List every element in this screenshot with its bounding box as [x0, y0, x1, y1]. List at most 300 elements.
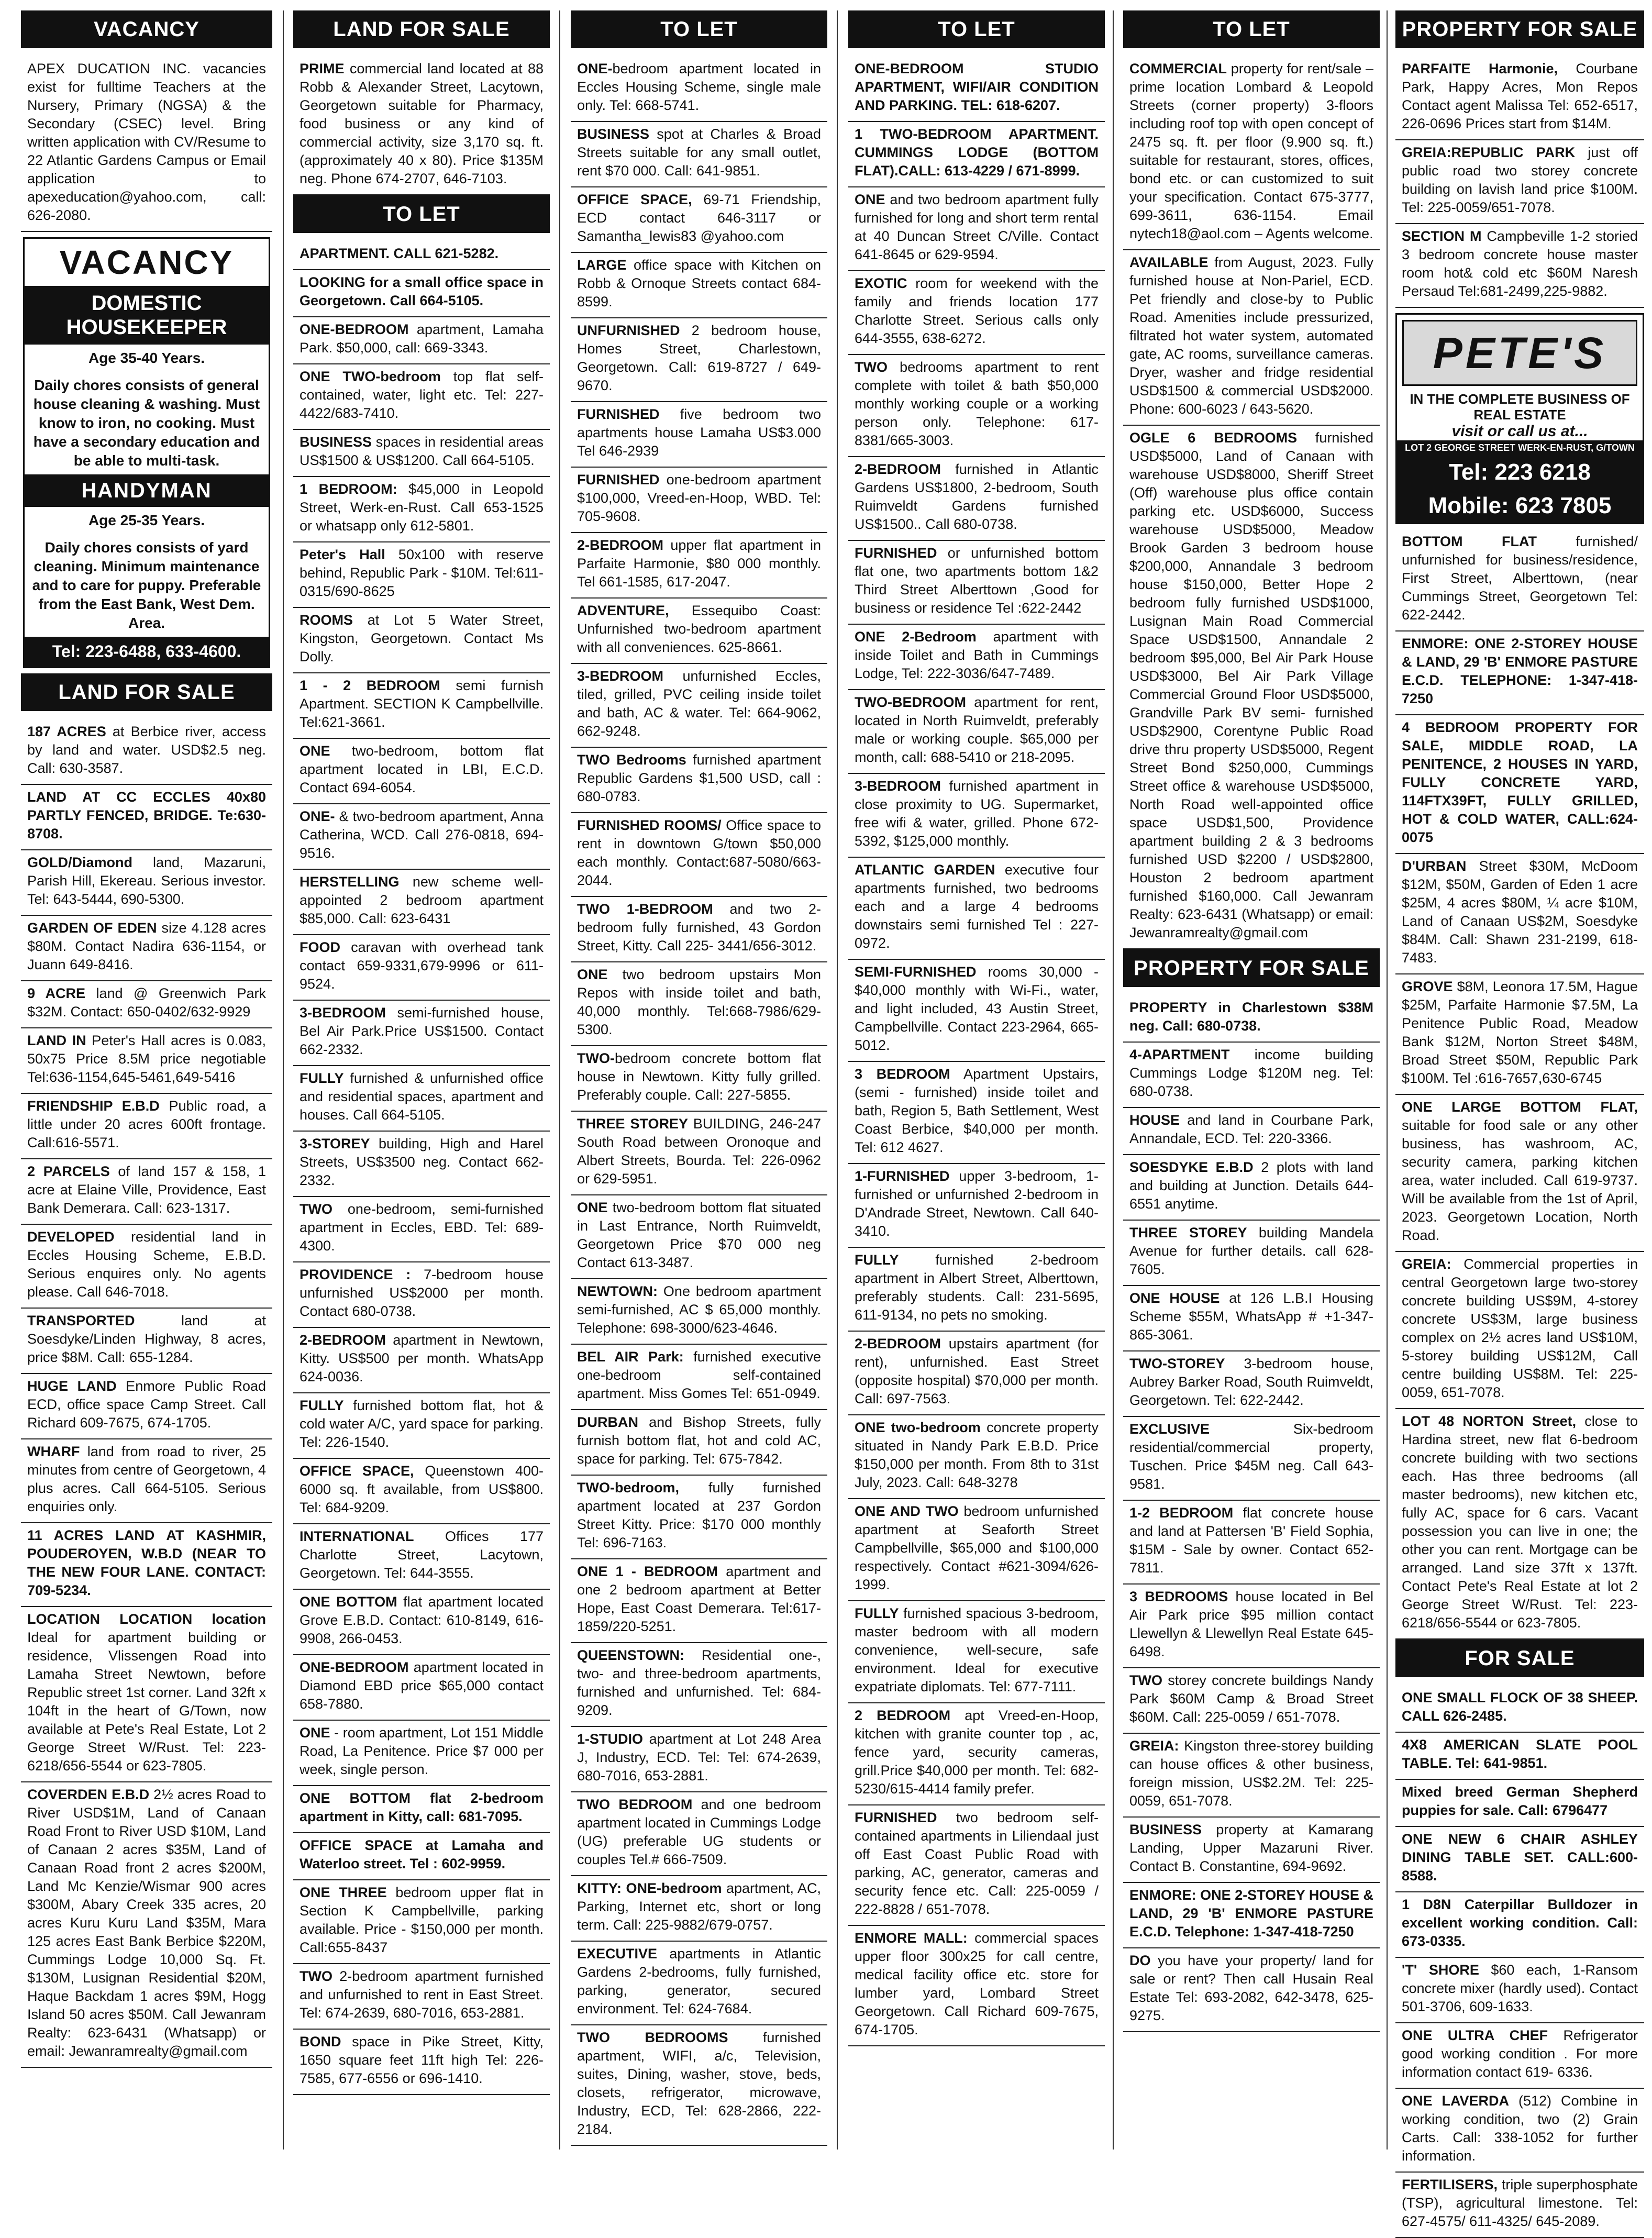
vacancy-title: VACANCY: [59, 243, 234, 281]
ad-text: or unfurnished bottom flat one, two apartments bottom 1&2 Third Street Alberttown ,Good for business or residence Tel :622-2442: [855, 545, 1099, 616]
classified-ad: [293, 804, 550, 870]
ad-keyword: BUSINESS: [577, 126, 650, 142]
classified-ad: [848, 271, 1105, 355]
ad-keyword: 2-BEDROOM: [855, 1336, 941, 1351]
ad-text: Six-bedroom residential/commercial property, Tuschen. Price $45M neg. Call 643-9581.: [1129, 1421, 1373, 1492]
ad-list: [1395, 57, 1644, 308]
ad-text: 3-bedroom house, Aubrey Barker Road, South Ruimveldt, Georgetown. Tel: 622-2442.: [1129, 1356, 1373, 1408]
ad-text: commercial spaces upper floor 300x25 for call centre, medical facility office etc. store for lumber yard, Lombard Street Georgetown. Call Richard 609-7675, 674-1705.: [855, 1930, 1099, 2037]
ad-keyword: 1 - 2 BEDROOM: [300, 678, 440, 693]
classified-ad: [293, 1393, 550, 1459]
petes-tagline: IN THE COMPLETE BUSINESS OF REAL ESTATE: [1410, 391, 1630, 423]
ad-text: apartment at Lot 248 Area J, Industry, ECD. Tel: Tel: 674-2639, 680-7016, 653-2881.: [577, 1731, 821, 1783]
classified-ad: [1395, 2023, 1644, 2089]
classified-ad: [1395, 974, 1644, 1095]
ad-keyword: BUSINESS: [1129, 1822, 1202, 1837]
classified-ad: [1123, 1351, 1380, 1417]
classified-ad: [21, 1309, 272, 1374]
ad-text: Offices 177 Charlotte Street, Lacytown, Georgetown. Tel: 644-3555.: [300, 1528, 544, 1581]
ad-text: just off public road two storey concrete building on lavish land price $100M. Tel: 225-0059/651-7078.: [1402, 145, 1638, 215]
classified-ad: [848, 122, 1105, 187]
ad-keyword: FOOD: [300, 939, 340, 955]
ad-text: bedroom upper flat in Section K Campbellville, parking available. Price - $150,000 per month. Call:655-8437: [300, 1885, 544, 1955]
ad-text: one-bedroom apartment $100,000, Vreed-en-Hoop, WBD. Tel: 705-9608.: [577, 472, 821, 524]
ad-keyword: ONE LARGE BOTTOM FLAT,: [1402, 1099, 1638, 1115]
ad-keyword: TWO: [300, 1201, 332, 1217]
ad-keyword: 2-BEDROOM: [300, 1332, 386, 1348]
classified-ad: [1395, 529, 1644, 631]
classified-ad: [571, 468, 827, 533]
ad-text: at Lot 5 Water Street, Kingston, Georgetown. Contact Ms Dolly.: [300, 612, 544, 664]
ad-keyword: FULLY: [855, 1252, 899, 1268]
ad-text: storey concrete buildings Nandy Park $60M Camp & Broad Street $60M. Call: 225-0059 / 651-7078.: [1129, 1672, 1373, 1725]
ad-keyword: AVAILABLE: [1129, 254, 1208, 270]
ad-keyword: FURNISHED: [577, 406, 660, 422]
classified-ad: [293, 241, 550, 270]
classified-ad: [1395, 2089, 1644, 2173]
classified-ad: [21, 1439, 272, 1523]
classified-ad: [293, 1786, 550, 1833]
ad-text: two bedroom upstairs Mon Repos with inside toilet and bath, 40,000 monthly. Tel:668-7986/629-5300.: [577, 967, 821, 1037]
ad-text: Street $30M, McDoom $12M, $50M, Garden of Eden 1 acre $25M, 4 acres $80M, ¼ acre $10M, Land of Canaan US$2M, Soesdyke $84M. Call: Shawn 231-2199, 618-7483.: [1402, 858, 1638, 966]
classified-ad: [1395, 1958, 1644, 2023]
ad-keyword: ONE-BEDROOM: [300, 1659, 409, 1675]
ad-keyword: 1 TWO-BEDROOM APARTMENT. CUMMINGS LODGE (BOTTOM FLAT).CALL: 613-4229 / 671-8999.: [855, 126, 1099, 179]
column-divider: [559, 10, 560, 2150]
ad-keyword: 4X8 AMERICAN SLATE POOL TABLE. Tel: 641-9851.: [1402, 1737, 1638, 1771]
section-header-property-for-sale: PROPERTY FOR SALE: [1123, 949, 1380, 987]
ad-text: flat apartment located Grove E.B.D. Contact: 610-8149, 616-9908, 266-0453.: [300, 1594, 544, 1646]
classified-ad: [571, 1727, 827, 1792]
classified-ad: [293, 317, 550, 364]
ad-text: two-bedroom bottom flat situated in Last Entrance, North Ruimveldt, Georgetown Price $70 000 neg Contact 613-3487.: [577, 1200, 821, 1270]
classified-ad: [21, 1028, 272, 1094]
ad-text: upper 3-bedroom, 1-furnished or unfurnished 2-bedroom in D'Andrade Street, Newtown. Call 640-3410.: [855, 1168, 1099, 1239]
ad-text: apartment in Newtown, Kitty. US$500 per month. WhatsApp 624-0036.: [300, 1332, 544, 1384]
ad-text: apartment and one 2 bedroom apartment at Better Hope, East Coast Demerara. Tel:617-1859/220-5251.: [577, 1564, 821, 1634]
ad-text: suitable for food sale or any other business, has washroom, AC, security camera, parking kitchen area, water included. Call 619-9737. Will be available from the 1st of April, 2023. Georgetown Location, North Road.: [1402, 1117, 1638, 1243]
classified-ad: [1123, 1948, 1380, 2032]
ad-keyword: EXCLUSIVE: [1129, 1421, 1210, 1437]
ad-keyword: 2 PARCELS: [27, 1164, 110, 1179]
ad-keyword: PROPERTY in Charlestown $38M neg. Call: 680-0738.: [1129, 1000, 1373, 1034]
ad-text: Kingston three-storey building can house offices & other business, foreign mission, US$2.2M. Tel: 225-0059, 651-7078.: [1129, 1738, 1373, 1809]
ad-keyword: BOND: [300, 2034, 341, 2049]
ad-text: spaces in residential areas US$1500 & US$1200. Call 664-5105.: [300, 434, 544, 468]
ad-list: [21, 719, 272, 2068]
classified-ad: [848, 1499, 1105, 1601]
ad-keyword: ONE: [577, 967, 608, 982]
ad-text: Residential one-, two- and three-bedroom apartments, furnished and unfurnished. Tel: 684-9209.: [577, 1647, 821, 1718]
ad-keyword: 3-STOREY: [300, 1136, 370, 1151]
ad-text: Campbeville 1-2 storied 3 bedroom concrete house master room hot& cold etc $60M Naresh Persaud Tel:681-2499,225-9882.: [1402, 228, 1638, 299]
classified-ad: [1395, 1686, 1644, 1733]
classified-ad: [21, 850, 272, 916]
ad-keyword: ONE-: [577, 61, 613, 76]
ad-list: [1395, 529, 1644, 1639]
ad-keyword: DO: [1129, 1953, 1151, 1968]
classified-ad: [293, 1459, 550, 1524]
ad-keyword: TWO Bedrooms: [577, 752, 686, 768]
ad-text: top flat self-contained, water, light etc. Tel: 227-4422/683-7410.: [300, 369, 544, 421]
classified-ad: [1395, 1252, 1644, 1409]
ad-keyword: ONE ULTRA CHEF: [1402, 2028, 1548, 2043]
ad-text: furnished apartment in close proximity to UG. Supermarket, free wifi & water, grilled. Phone 672-5392, $125,000 monthly.: [855, 778, 1099, 849]
vacancy-telephone: Tel: 223-6488, 633-4600.: [25, 637, 269, 667]
ad-text: 7-bedroom house unfurnished US$2000 per month. Contact 680-0738.: [300, 1267, 544, 1319]
petes-address: LOT 2 GEORGE STREET WERK-EN-RUST, G/TOWN: [1397, 440, 1643, 456]
classified-ad: [293, 1132, 550, 1197]
classified-ad: [571, 122, 827, 187]
ad-apex: APEX DUCATION INC. vacancies exist for fulltime Teachers at the Nursery, Primary (NGSA) & the Secondary (CSEC) level. Bring written application with CV/Resume to 22 Atlantic Gardens Campus or Email application to apexeducation@yahoo.com, call: 626-2080.: [21, 57, 272, 232]
column-2: [293, 10, 550, 2150]
ad-text: 2 bedroom house, Homes Street, Charlestown, Georgetown. Call: 619-8727 / 649-9670.: [577, 323, 821, 393]
ad-keyword: FURNISHED ROOMS/: [577, 817, 722, 833]
classified-ad: [571, 1279, 827, 1345]
classified-ad: [571, 533, 827, 599]
classified-ad: [571, 1643, 827, 1727]
ad-keyword: 3-BEDROOM: [855, 778, 941, 794]
ad-text: apartments in Atlantic Gardens 2-bedrooms, fully furnished, parking, generator, secured environment. Tel: 624-7684.: [577, 1946, 821, 2017]
ad-keyword: 9 ACRE: [27, 985, 86, 1001]
classified-ad: [571, 57, 827, 122]
classified-ad: [1123, 426, 1380, 949]
column-1: [21, 10, 272, 2150]
ad-keyword: LARGE: [577, 257, 627, 273]
classified-ad: [21, 916, 272, 981]
vacancy-dh-age: Age 35-40 Years.: [88, 350, 205, 366]
classified-ad: [848, 1415, 1105, 1499]
ad-keyword: TWO BEDROOMS: [577, 2030, 728, 2045]
ad-keyword: GREIA:: [1402, 1256, 1451, 1272]
ad-text: Queenstown 400-6000 sq. ft available, from US$800. Tel: 684-9209.: [300, 1463, 544, 1515]
ad-text: 50x100 with reserve behind, Republic Park - $10M. Tel:611-0315/690-8625: [300, 547, 544, 599]
ad-keyword: ONE THREE: [300, 1885, 387, 1900]
ad-keyword: QUEENSTOWN:: [577, 1647, 685, 1663]
classified-ad: [1123, 995, 1380, 1043]
ad-keyword: 3-BEDROOM: [577, 668, 664, 684]
ad-keyword: ADVENTURE,: [577, 603, 669, 618]
ad-keyword: 3 BEDROOMS: [1129, 1589, 1228, 1604]
ad-keyword: NEWTOWN:: [577, 1283, 658, 1299]
column-divider: [283, 10, 284, 2150]
petes-tel: Tel: 223 6218: [1397, 456, 1643, 489]
classified-ad: [848, 690, 1105, 774]
ad-keyword: 1-2 BEDROOM: [1129, 1505, 1234, 1521]
ad-keyword: TWO-BEDROOM: [855, 694, 966, 710]
ad-keyword: ONE LAVERDA: [1402, 2093, 1509, 2109]
classified-ad: [21, 785, 272, 850]
ad-text: income building Cummings Lodge $120M neg. Tel: 680-0738.: [1129, 1047, 1373, 1099]
ad-keyword: ONE SMALL FLOCK OF 38 SHEEP. CALL 626-2485.: [1402, 1690, 1638, 1724]
ad-text: upstairs apartment (for rent), unfurnished. East Street (opposite hospital) $70,000 per month. Call: 697-7563.: [855, 1336, 1099, 1406]
ad-text: unfurnished Eccles, tiled, grilled, PVC ceiling inside toilet and bath, AC & water. Tel: 664-9062, 662-9248.: [577, 668, 821, 739]
ad-keyword: FULLY: [300, 1398, 344, 1413]
ad-keyword: SEMI-FURNISHED: [855, 964, 977, 980]
ad-text: One bedroom apartment semi-furnished, AC $ 65,000 monthly. Telephone: 698-3000/623-4646.: [577, 1283, 821, 1336]
classified-ad: [293, 1524, 550, 1590]
ad-keyword: ONE TWO-bedroom: [300, 369, 441, 384]
ad-text: apartment, Lamaha Park. $50,000, call: 669-3343.: [300, 322, 544, 356]
ad-keyword: FERTILISERS,: [1402, 2177, 1498, 2192]
ad-text: Apartment Upstairs, (semi - furnished) inside toilet and bath, Region 5, Bath Settlement, West Coast Berbice, $40,000 per month. Tel: 612 4627.: [855, 1066, 1099, 1155]
classified-ad: [293, 2030, 550, 2095]
ad-text: and one bedroom apartment located in Cummings Lodge (UG) preferable UG students or couples Tel.# 666-7509.: [577, 1797, 821, 1867]
classified-ad: [1123, 1734, 1380, 1818]
ad-text: building, High and Harel Streets, US$3500 neg. Contact 662-2332.: [300, 1136, 544, 1188]
ad-text: Essequibo Coast: Unfurnished two-bedroom apartment with all conveniences. 625-8661.: [577, 603, 821, 655]
classified-ad: [571, 253, 827, 318]
column-4: [848, 10, 1105, 2150]
classified-ad: [571, 402, 827, 468]
ad-keyword: ATLANTIC GARDEN: [855, 862, 995, 878]
classified-ad: [293, 364, 550, 430]
ad-text: 2-bedroom apartment furnished and unfurnished to rent in East Street. Tel: 674-2639, 680-7016, 653-2881.: [300, 1968, 544, 2021]
column-divider: [1113, 10, 1114, 2150]
ad-keyword: PARFAITE Harmonie,: [1402, 61, 1558, 76]
ad-keyword: ONE-BEDROOM STUDIO APARTMENT, WIFI/AIR CONDITION AND PARKING. TEL: 618-6207.: [855, 61, 1099, 113]
ad-text: and land in Courbane Park, Annandale, ECD. Tel: 220-3366.: [1129, 1112, 1373, 1146]
section-header-to-let: TO LET: [848, 10, 1105, 48]
ad-text: one-bedroom, semi-furnished apartment in Eccles, EBD. Tel: 689-4300.: [300, 1201, 544, 1254]
ad-text: furnished spacious 3-bedroom, master bedroom with all modern convenience, well-secure, safe environment. Ideal for executive expatriate diplomats. Tel: 677-7111.: [855, 1605, 1099, 1694]
ad-keyword: Mixed breed German Shepherd puppies for sale. Call: 6796477: [1402, 1784, 1638, 1818]
ad-keyword: WHARF: [27, 1444, 80, 1459]
classified-ad: [848, 1805, 1105, 1926]
vacancy-hm-age: Age 25-35 Years.: [88, 512, 205, 528]
section-header-to-let: TO LET: [293, 195, 550, 233]
classified-ad: [293, 542, 550, 608]
ad-keyword: 4-APARTMENT: [1129, 1047, 1230, 1062]
classified-ad: [293, 673, 550, 739]
classified-ad: [21, 1523, 272, 1607]
classified-ad: [1395, 140, 1644, 224]
classified-ad: [1123, 1585, 1380, 1668]
column-3: [571, 10, 827, 2150]
classified-ad: [293, 1880, 550, 1964]
classified-ad: [571, 1559, 827, 1643]
ad-keyword: ROOMS: [300, 612, 353, 628]
ad-text: Ideal for apartment building or residence, Vlissengen Road into Lamaha Street Newtown, before Republic street 1st corner. Land 32ft x 104ft in the heart of G/Town, now available at Pete's Real Estate, Lot 2 George Street W/Rust. Tel: 223-6218/656-5544 or 623-7805.: [27, 1630, 266, 1774]
ad-keyword: TWO BEDROOM: [577, 1797, 693, 1812]
ad-text: furnished apartment, WIFI, a/c, Television, suites, Dining, washer, stove, beds, closets, refrigerator, microwave, Industry, ECD, Tel: 628-2866, 222-2184.: [577, 2030, 821, 2137]
ad-keyword: THREE STOREY: [1129, 1225, 1247, 1240]
ad-keyword: DURBAN: [577, 1414, 638, 1430]
ad-text: land from road to river, 25 minutes from centre of Georgetown, 4 plus acres. Call 664-5105. Serious enquiries only.: [27, 1444, 266, 1514]
ad-keyword: GREIA:REPUBLIC PARK: [1402, 145, 1576, 160]
ad-text: BUILDING, 246-247 South Road between Oronoque and Albert Streets, Bourda. Tel: 226-0962 or 629-5951.: [577, 1116, 821, 1187]
classified-ad: [848, 1601, 1105, 1703]
ad-keyword: LOT 48 NORTON Street,: [1402, 1413, 1577, 1429]
classified-ad: [293, 1197, 550, 1262]
ad-list: [1123, 57, 1380, 949]
ad-text: semi furnish Apartment. SECTION K Campbellville. Tel:621-3661.: [300, 678, 544, 730]
ad-text: $60 each, 1-Ransom concrete mixer (hardly used). Contact 501-3706, 609-1633.: [1402, 1962, 1638, 2014]
classified-ad: [1123, 1221, 1380, 1286]
ad-text: semi-furnished house, Bel Air Park.Price US$1500. Contact 662-2332.: [300, 1005, 544, 1057]
ad-keyword: COMMERCIAL: [1129, 61, 1227, 76]
ad-keyword: LOOKING for a small office space in Georgetown. Call 664-5105.: [300, 274, 544, 308]
ad-keyword: FURNISHED: [855, 545, 937, 561]
classified-ad: [1395, 854, 1644, 974]
ad-keyword: FULLY: [855, 1605, 899, 1621]
ad-text: furnished apartment Republic Gardens $1,500 USD, call : 680-0783.: [577, 752, 821, 804]
ad-text: Commercial properties in central Georgetown large two-storey concrete building US$9M, 4-storey concrete US$3M, large business complex on 2½ acres land US$10M, 5-storey building US$12M, Call centre building US$8M. Tel: 225-0059, 651-7078.: [1402, 1256, 1638, 1400]
ad-keyword: ONE AND TWO: [855, 1503, 959, 1519]
classified-ad: [21, 1782, 272, 2068]
vacancy-domestic-housekeeper: DOMESTIC HOUSEKEEPER: [25, 286, 269, 345]
ad-text: two bedroom self-contained apartments in Liliendaal just off East Coast Public Road with parking, AC, generator, cameras and security fence etc. Call: 225-0059 / 222-8828 / 651-7078.: [855, 1810, 1099, 1917]
classified-ad: [1395, 1733, 1644, 1780]
ad-keyword: D'URBAN: [1402, 858, 1467, 874]
ad-text: at Berbice river, access by land and water. USD$2.5 neg. Call: 630-3587.: [27, 724, 266, 776]
ad-keyword: 1-STUDIO: [577, 1731, 644, 1747]
ad-keyword: EXOTIC: [855, 275, 907, 291]
classified-ad: [21, 981, 272, 1028]
classified-ad: [1123, 57, 1380, 250]
ad-text: & two-bedroom apartment, Anna Catherina, WCD. Call 276-0818, 694-9516.: [300, 808, 544, 861]
classified-ad: [293, 1833, 550, 1880]
ad-keyword: TWO-: [577, 1050, 615, 1066]
classified-ad: [1395, 224, 1644, 308]
classified-ad: [293, 1328, 550, 1393]
ad-keyword: FRIENDSHIP E.B.D: [27, 1098, 160, 1114]
ad-text: commercial land located at 88 Robb & Alexander Street, Lacytown, Georgetown suitable for Pharmacy, food business or any kind of commercial activity, size 3,170 sq. ft. (approximately 40 x 80). Price $135M neg. Phone 674-2707, 646-7103.: [300, 61, 544, 186]
classified-ad: [293, 270, 550, 317]
classified-ad: [571, 664, 827, 748]
classified-ad: [571, 1476, 827, 1559]
classified-ad: [1395, 57, 1644, 140]
ad-text: and two 2-bedroom fully furnished, 43 Gordon Street, Kitty. Call 225- 3441/656-3012.: [577, 901, 821, 954]
ad-text: property at Kamarang Landing, Upper Mazaruni River. Contact B. Constantine, 694-9692.: [1129, 1822, 1373, 1874]
section-header-to-let: TO LET: [571, 10, 827, 48]
ad-keyword: ONE: [855, 192, 885, 207]
ad-text: apartment, AC, Parking, Internet etc, short or long term. Call: 225-9882/679-0757.: [577, 1880, 822, 1933]
section-header-for-sale: FOR SALE: [1395, 1639, 1644, 1677]
ad-keyword: INTERNATIONAL: [300, 1528, 414, 1544]
ad-text: $45,000 in Leopold Street, Werk-en-Rust. Call 653-1525 or whatsapp only 612-5801.: [300, 481, 544, 534]
ad-keyword: 'T' SHORE: [1402, 1962, 1479, 1978]
classified-ad: [21, 1374, 272, 1439]
ad-keyword: ENMORE MALL:: [855, 1930, 968, 1946]
ad-keyword: ONE NEW 6 CHAIR ASHLEY DINING TABLE SET. CALL:600-8588.: [1402, 1831, 1638, 1884]
ad-text: apartment located in Diamond EBD price $65,000 contact 658-7880.: [300, 1659, 544, 1712]
ad-keyword: 2-BEDROOM: [577, 537, 664, 553]
ad-text: land, Mazaruni, Parish Hill, Ekereau. Serious investor. Tel: 643-5444, 690-5300.: [27, 855, 266, 907]
ad-keyword: ONE BOTTOM: [300, 1594, 397, 1610]
section-header-property-for-sale: PROPERTY FOR SALE: [1395, 10, 1644, 48]
ad-text: close to Hardina street, new flat 6-bedroom concrete building with two sections each. Has three bedrooms (all master bedrooms), new kitchen etc, fully AC, space for 6 cars. Vacant possession you can live in one; the other you can rent. Mortgage can be arranged. Land size 37ft x 137ft. Contact Pete's Real Estate at lot 2 George Street W/Rust. Tel: 223-6218/656-5544 or 623-7805.: [1402, 1413, 1638, 1631]
classified-ad: [571, 1112, 827, 1195]
classified-ad: [848, 774, 1105, 858]
ad-keyword: TWO: [300, 1968, 332, 1984]
ad-text: house located in Bel Air Park price $95 million contact Llewellyn & Llewellyn Real Estate 645-6498.: [1129, 1589, 1373, 1659]
ad-keyword: DEVELOPED: [27, 1229, 115, 1245]
ad-text: bedroom unfurnished apartment at Seaforth Street Campbellville, $65,000 and $100,000 respectively. Contact #621-3094/626-1999.: [855, 1503, 1099, 1592]
ad-list: [1395, 1686, 1644, 2238]
classified-ad: [848, 1062, 1105, 1164]
classified-ad: [1123, 1668, 1380, 1734]
ad-keyword: OFFICE SPACE at Lamaha and Waterloo street. Tel : 602-9959.: [300, 1837, 544, 1871]
ad-text: Peter's Hall acres is 0.083, 50x75 Price 8.5M price negotiable Tel:636-1154,645-5461,649-5416: [27, 1033, 266, 1085]
ad-keyword: FURNISHED: [855, 1810, 937, 1825]
ad-text: - room apartment, Lot 151 Middle Road, La Penitence. Price $7 000 per week, single person.: [300, 1725, 544, 1777]
classified-ad: [1395, 1409, 1644, 1639]
ad-keyword: ONE-BEDROOM: [300, 322, 409, 337]
ad-text: 69-71 Friendship, ECD contact 646-3117 or Samantha_lewis83 @yahoo.com: [577, 192, 821, 244]
classified-ad: [1123, 1043, 1380, 1108]
ad-keyword: BUSINESS: [300, 434, 372, 450]
classified-ad: [293, 1721, 550, 1786]
classified-ad: [293, 935, 550, 1001]
classified-ad: [293, 1262, 550, 1328]
ad-text: Public road, a little under 20 acres 600ft frontage. Call:616-5571.: [27, 1098, 266, 1150]
petes-visit: visit or call us at...: [1451, 423, 1588, 440]
ad-keyword: ONE: [300, 1725, 330, 1741]
ad-text: and Bishop Streets, fully furnish bottom flat, hot and cold AC, space for parking. Tel: 675-7842.: [577, 1414, 821, 1467]
ad-text: flat concrete house and land at Pattersen 'B' Field Sophia, $15M - Sale by owner. Contact 652-7811.: [1129, 1505, 1373, 1576]
petes-logo: PETE'S: [1402, 320, 1637, 386]
ad-text: land at Soesdyke/Linden Highway, 8 acres, price $8M. Call: 655-1284.: [27, 1313, 266, 1365]
ad-keyword: GROVE: [1402, 979, 1453, 994]
ad-keyword: ONE 2-Bedroom: [855, 629, 977, 645]
ad-text: furnished in Atlantic Gardens US$1800, 2-bedroom, South Ruimveldt Gardens furnished US$1500.. Call 680-0738.: [855, 461, 1099, 532]
ad-keyword: ONE two-bedroom: [855, 1420, 981, 1435]
classified-ad: [1123, 1417, 1380, 1501]
ad-keyword: HERSTELLING: [300, 874, 400, 890]
classified-ad: [1123, 1818, 1380, 1883]
ad-keyword: TWO-bedroom,: [577, 1480, 679, 1495]
vacancy-box: [23, 237, 270, 668]
ad-text: size 4.128 acres $80M. Contact Nadira 636-1154, or Juann 649-8416.: [27, 920, 266, 972]
classified-ad: [571, 318, 827, 402]
ad-keyword: ENMORE: ONE 2-STOREY HOUSE & LAND, 29 'B' ENMORE PASTURE E.C.D. Telephone: 1-347-418-7250: [1129, 1887, 1373, 1940]
classified-ad: [21, 1607, 272, 1782]
classified-ad: [571, 1345, 827, 1410]
classified-ad: [571, 962, 827, 1046]
ad-text: apartment for rent, located in North Ruimveldt, preferably male or working couple. $65,000 per month, call: 688-5410 or 218-2095.: [855, 694, 1099, 765]
ad-keyword: THREE STOREY: [577, 1116, 688, 1132]
classified-ad: [1123, 1155, 1380, 1221]
ad-keyword: OFFICE SPACE,: [577, 192, 692, 207]
ad-text: room for weekend with the family and friends location 177 Charlotte Street. Serious calls only 644-3555, 638-6272.: [855, 275, 1099, 346]
classified-ad: [1395, 2173, 1644, 2238]
classified-ad: [571, 2025, 827, 2146]
section-header-land-for-sale: LAND FOR SALE: [293, 10, 550, 48]
classified-ad: [571, 1876, 827, 1942]
ad-keyword: 4 BEDROOM PROPERTY FOR SALE, MIDDLE ROAD, LA PENITENCE, 2 HOUSES IN YARD, FULLY CONCRETE YARD, 114FTX39FT, FULLY GRILLED, HOT & COLD WATER, CALL:624-0075: [1402, 719, 1638, 845]
ad-keyword: TWO 1-BEDROOM: [577, 901, 713, 917]
classified-ad: [571, 1942, 827, 2025]
ad-text: bedrooms apartment to rent complete with toilet & bath $50,000 monthly working couple or a working person only. Telephone: 617-8381/665-3003.: [855, 359, 1099, 448]
ad-text: two-bedroom, bottom flat apartment located in LBI, E.C.D. Contact 694-6054.: [300, 743, 544, 795]
ad-list: [1123, 995, 1380, 2032]
ad-keyword: OGLE 6 BEDROOMS: [1129, 430, 1298, 446]
classified-ad: [293, 739, 550, 804]
ad-text: furnished 2-bedroom apartment in Albert Street, Alberttown, preferably students. Call: 231-5695, 611-9134, no pets no smoking.: [855, 1252, 1099, 1323]
ad-text: fully furnished apartment located at 237 Gordon Street Kitty. Price: $170 000 monthly Tel: 696-7163.: [577, 1480, 821, 1550]
ad-keyword: GARDEN OF EDEN: [27, 920, 157, 936]
ad-keyword: 187 ACRES: [27, 724, 106, 739]
classified-ad: [571, 897, 827, 962]
ad-keyword: 1-FURNISHED: [855, 1168, 950, 1184]
ad-keyword: GOLD/Diamond: [27, 855, 132, 870]
ad-keyword: FURNISHED: [577, 472, 660, 488]
ad-text: of land 157 & 158, 1 acre at Elaine Ville, Providence, East Bank Demerara. Call: 623-1317.: [27, 1164, 266, 1216]
classified-ad: [293, 1590, 550, 1655]
classified-ad: [293, 430, 550, 477]
ad-text: spot at Charles & Broad Streets suitable for any small outlet, rent $70 000. Call: 641-9851.: [577, 126, 821, 179]
